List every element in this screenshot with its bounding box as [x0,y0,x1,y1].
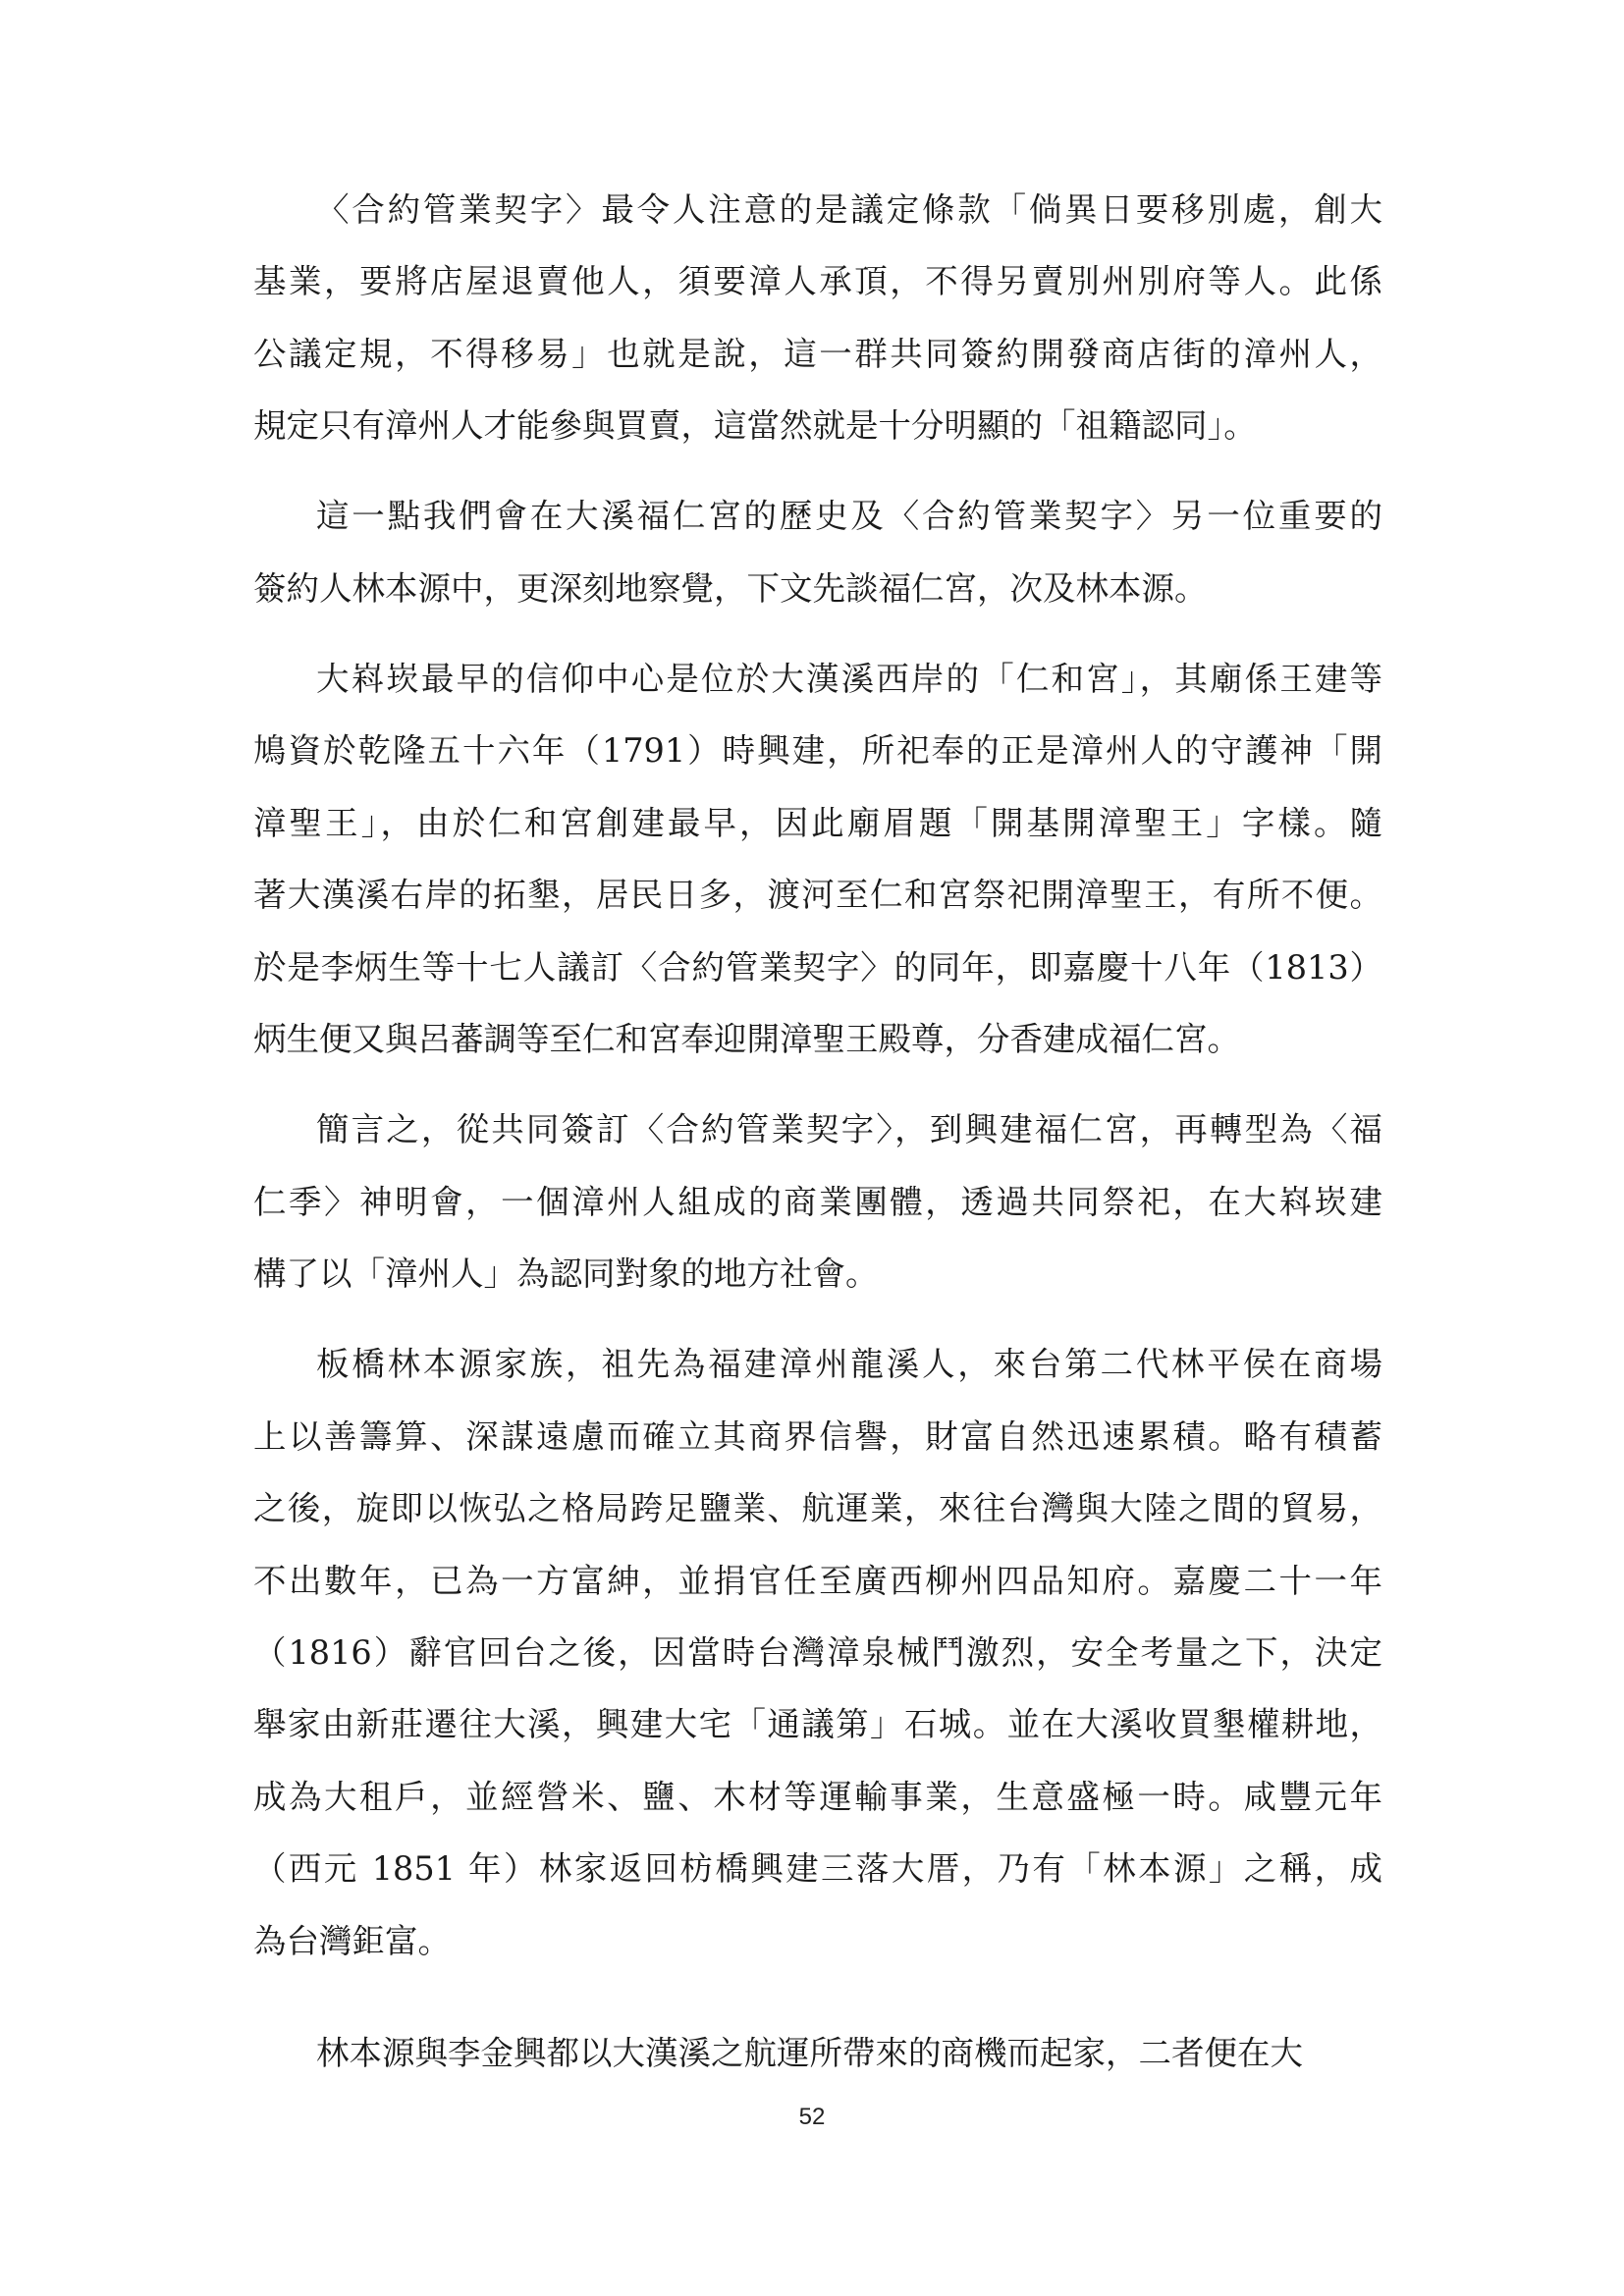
paragraph-4-line-2: 仁季〉神明會，一個漳州人組成的商業團體，透過共同祭祀，在大嵙崁建 [253,1183,1382,1221]
paragraph-5-line-3: 之後，旋即以恢弘之格局跨足鹽業、航運業，來往台灣與大陸之間的貿易， [253,1489,1382,1527]
paragraph-5-line-6: 舉家由新莊遷往大溪，興建大宅「通議第」石城。並在大溪收買墾權耕地， [253,1705,1382,1743]
paragraph-5-line-2: 上以善籌算、深謀遠慮而確立其商界信譽，財富自然迅速累積。略有積蓄 [253,1417,1382,1456]
paragraph-3-line-3: 漳聖王」，由於仁和宮創建最早，因此廟眉題「開基開漳聖王」字樣。隨 [253,804,1382,842]
paragraph-1-line-3: 公議定規，不得移易」也就是說，這一群共同簽約開發商店街的漳州人， [253,335,1382,373]
paragraph-3-line-1: 大嵙崁最早的信仰中心是位於大漢溪西岸的「仁和宮」，其廟係王建等 [316,660,1382,698]
paragraph-3-line-6: 炳生便又與呂蕃調等至仁和宮奉迎開漳聖王殿尊，分香建成福仁宮。 [253,1020,1240,1058]
paragraph-5-line-1: 板橋林本源家族，祖先為福建漳州龍溪人，來台第二代林平侯在商場 [316,1345,1382,1383]
paragraph-3-line-2: 鳩資於乾隆五十六年（1791）時興建，所祀奉的正是漳州人的守護神「開 [253,731,1382,770]
paragraph-3-line-4: 著大漢溪右岸的拓墾，居民日多，渡河至仁和宮祭祀開漳聖王，有所不便。 [253,876,1382,914]
page-number: 52 [798,2104,826,2130]
paragraph-1-line-2: 基業，要將店屋退賣他人，須要漳人承頂，不得另賣別州別府等人。此係 [253,262,1382,300]
paragraph-4-line-3: 構了以「漳州人」為認同對象的地方社會。 [253,1255,879,1293]
paragraph-3-line-5: 於是李炳生等十七人議訂〈合約管業契字〉的同年，即嘉慶十八年（1813） [253,948,1382,987]
paragraph-5-line-9: 為台灣鉅富。 [253,1922,451,1960]
paragraph-5-line-5: （1816）辭官回台之後，因當時台灣漳泉械鬥激烈，安全考量之下，決定 [253,1633,1382,1672]
paragraph-1-line-4: 規定只有漳州人才能參與買賣，這當然就是十分明顯的「祖籍認同」。 [253,406,1257,445]
paragraph-6-line-1: 林本源與李金興都以大漢溪之航運所帶來的商機而起家，二者便在大 [316,2034,1303,2072]
paragraph-5-line-7: 成為大租戶，並經營米、鹽、木材等運輸事業，生意盛極一時。咸豐元年 [253,1778,1382,1816]
paragraph-5-line-4: 不出數年，已為一方富紳，並捐官任至廣西柳州四品知府。嘉慶二十一年 [253,1562,1382,1600]
paragraph-1-line-1: 〈合約管業契字〉最令人注意的是議定條款「倘異日要移別處，創大 [316,190,1382,229]
paragraph-2-line-1: 這一點我們會在大溪福仁宮的歷史及〈合約管業契字〉另一位重要的 [316,497,1382,535]
paragraph-5-line-8: （西元 1851 年）林家返回枋橋興建三落大厝，乃有「林本源」之稱，成 [253,1849,1382,1888]
paragraph-4-line-1: 簡言之，從共同簽訂〈合約管業契字〉，到興建福仁宮，再轉型為〈福 [316,1110,1382,1148]
paragraph-2-line-2: 簽約人林本源中，更深刻地察覺，下文先談福仁宮，次及林本源。 [253,569,1208,608]
